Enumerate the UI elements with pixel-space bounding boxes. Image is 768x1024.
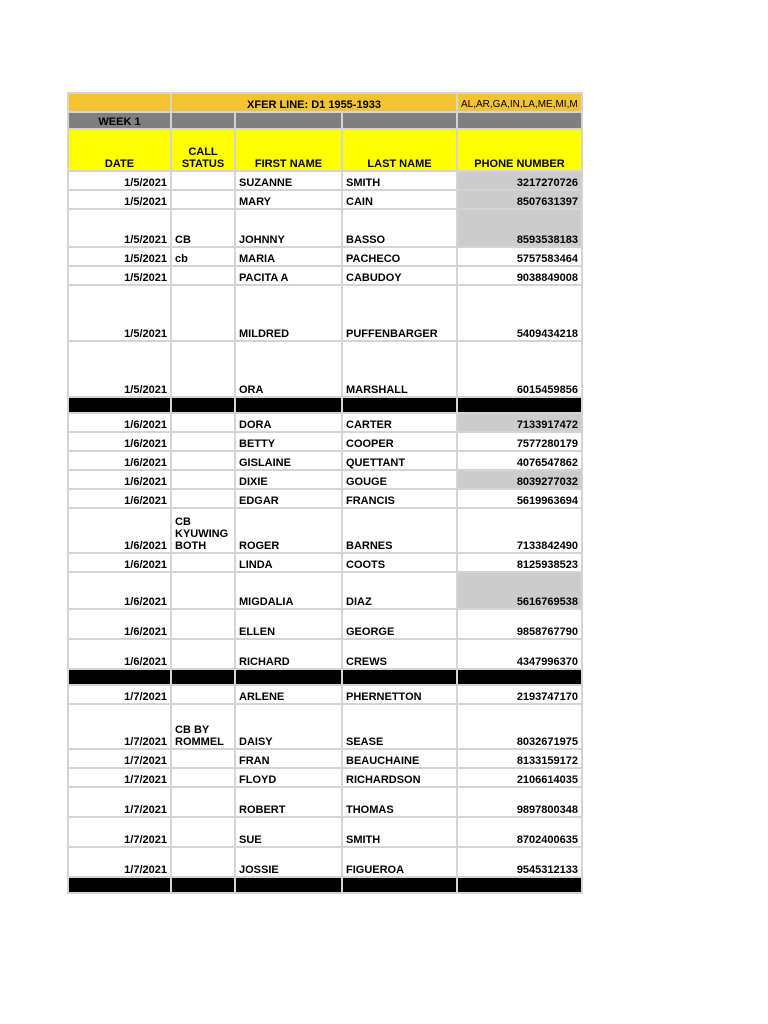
table-row xyxy=(68,470,582,489)
table-row xyxy=(68,553,582,572)
cell-phone-number[interactable]: 5619963694 xyxy=(457,489,582,508)
cell-date[interactable]: 1/7/2021 xyxy=(68,749,171,768)
cell-call-status[interactable]: CB BY ROMMEL xyxy=(171,704,235,749)
cell-date[interactable]: 1/5/2021 xyxy=(68,190,171,209)
cell-date[interactable]: 1/6/2021 xyxy=(68,489,171,508)
cell-last-name[interactable]: CAIN xyxy=(342,190,457,209)
cell-phone-number[interactable]: 8032671975 xyxy=(457,704,582,749)
cell-call-status[interactable] xyxy=(171,768,235,787)
separator-cell[interactable] xyxy=(68,877,171,893)
table-row xyxy=(68,266,582,285)
cell-call-status[interactable] xyxy=(171,341,235,397)
cell-date[interactable]: 1/5/2021 xyxy=(68,266,171,285)
week-row xyxy=(68,112,582,129)
cell-last-name[interactable]: CARTER xyxy=(342,413,457,432)
cell-phone-number[interactable]: 5616769538 xyxy=(457,572,582,609)
cell-phone-number[interactable]: 8702400635 xyxy=(457,817,582,847)
cell-date[interactable]: 1/5/2021 xyxy=(68,209,171,247)
table-row xyxy=(68,247,582,266)
cell-date[interactable]: 1/5/2021 xyxy=(68,285,171,341)
cell-first-name[interactable]: SUZANNE xyxy=(235,171,342,190)
cell-date[interactable]: 1/6/2021 xyxy=(68,432,171,451)
cell-phone-number[interactable]: 5409434218 xyxy=(457,285,582,341)
separator-cell[interactable] xyxy=(171,877,235,893)
cell-phone-number[interactable]: 8039277032 xyxy=(457,470,582,489)
table-row xyxy=(68,572,582,609)
cell-call-status[interactable] xyxy=(171,553,235,572)
cell-first-name[interactable]: JOHNNY xyxy=(235,209,342,247)
separator-cell[interactable] xyxy=(68,669,171,685)
cell-call-status[interactable] xyxy=(171,817,235,847)
cell-phone-number[interactable]: 8133159172 xyxy=(457,749,582,768)
header-row xyxy=(68,129,582,171)
xfer-line-cell[interactable]: XFER LINE: D1 1955-1933 xyxy=(171,93,457,112)
cell-first-name[interactable]: ARLENE xyxy=(235,685,342,704)
table-row xyxy=(68,171,582,190)
separator-cell[interactable] xyxy=(342,877,457,893)
cell-first-name[interactable]: DORA xyxy=(235,413,342,432)
cell-call-status[interactable] xyxy=(171,489,235,508)
cell-first-name[interactable]: EDGAR xyxy=(235,489,342,508)
table-row xyxy=(68,451,582,470)
separator-cell[interactable] xyxy=(171,397,235,413)
cell-last-name[interactable]: BASSO xyxy=(342,209,457,247)
call-log-sheet xyxy=(67,92,583,894)
header-call-status[interactable]: CALL STATUS xyxy=(171,129,235,171)
separator-cell[interactable] xyxy=(342,669,457,685)
cell-first-name[interactable]: DAISY xyxy=(235,704,342,749)
table-row xyxy=(68,704,582,749)
cell-call-status[interactable] xyxy=(171,639,235,669)
separator-cell[interactable] xyxy=(235,877,342,893)
week-cell[interactable] xyxy=(457,112,582,129)
cell-call-status[interactable] xyxy=(171,432,235,451)
cell-last-name[interactable]: BEAUCHAINE xyxy=(342,749,457,768)
cell-first-name[interactable]: RICHARD xyxy=(235,639,342,669)
cell-first-name[interactable]: ELLEN xyxy=(235,609,342,639)
table-row xyxy=(68,489,582,508)
separator-cell[interactable] xyxy=(171,669,235,685)
table-row xyxy=(68,787,582,817)
cell-last-name[interactable]: CREWS xyxy=(342,639,457,669)
week-cell[interactable] xyxy=(342,112,457,129)
header-last-name[interactable]: LAST NAME xyxy=(342,129,457,171)
header-first-name[interactable]: FIRST NAME xyxy=(235,129,342,171)
cell-last-name[interactable]: GOUGE xyxy=(342,470,457,489)
cell-last-name[interactable]: THOMAS xyxy=(342,787,457,817)
week-label-cell[interactable]: WEEK 1 xyxy=(68,112,171,129)
cell-date[interactable]: 1/5/2021 xyxy=(68,247,171,266)
cell-call-status[interactable] xyxy=(171,685,235,704)
cell-call-status[interactable] xyxy=(171,749,235,768)
cell-call-status[interactable] xyxy=(171,572,235,609)
cell-date[interactable]: 1/6/2021 xyxy=(68,508,171,553)
header-date[interactable]: DATE xyxy=(68,129,171,171)
cell-date[interactable]: 1/7/2021 xyxy=(68,704,171,749)
cell-call-status[interactable] xyxy=(171,451,235,470)
cell-date[interactable]: 1/7/2021 xyxy=(68,768,171,787)
cell-date[interactable]: 1/6/2021 xyxy=(68,553,171,572)
table-row xyxy=(68,768,582,787)
cell-first-name[interactable]: PACITA A xyxy=(235,266,342,285)
cell-date[interactable]: 1/6/2021 xyxy=(68,413,171,432)
cell-date[interactable]: 1/7/2021 xyxy=(68,847,171,877)
cell-first-name[interactable]: LINDA xyxy=(235,553,342,572)
cell-call-status[interactable]: CB KYUWING BOTH xyxy=(171,508,235,553)
cell-first-name[interactable]: MILDRED xyxy=(235,285,342,341)
day-separator-row xyxy=(68,669,582,685)
table-row xyxy=(68,190,582,209)
cell-phone-number[interactable]: 6015459856 xyxy=(457,341,582,397)
table-row xyxy=(68,341,582,397)
cell-first-name[interactable]: DIXIE xyxy=(235,470,342,489)
cell-call-status[interactable] xyxy=(171,190,235,209)
cell-call-status[interactable]: CB xyxy=(171,209,235,247)
day-separator-row xyxy=(68,397,582,413)
separator-cell[interactable] xyxy=(457,877,582,893)
table-row xyxy=(68,413,582,432)
cell-phone-number[interactable]: 9545312133 xyxy=(457,847,582,877)
cell-last-name[interactable]: PHERNETTON xyxy=(342,685,457,704)
cell-last-name[interactable]: BARNES xyxy=(342,508,457,553)
cell-phone-number[interactable]: 3217270726 xyxy=(457,171,582,190)
separator-cell[interactable] xyxy=(68,397,171,413)
cell-call-status[interactable] xyxy=(171,470,235,489)
cell-last-name[interactable]: DIAZ xyxy=(342,572,457,609)
cell-last-name[interactable]: FIGUEROA xyxy=(342,847,457,877)
cell-call-status[interactable] xyxy=(171,847,235,877)
cell-phone-number[interactable]: 9038849008 xyxy=(457,266,582,285)
cell-phone-number[interactable]: 9858767790 xyxy=(457,609,582,639)
table-row xyxy=(68,508,582,553)
cell-phone-number[interactable]: 8507631397 xyxy=(457,190,582,209)
cell-date[interactable]: 1/5/2021 xyxy=(68,171,171,190)
cell-call-status[interactable] xyxy=(171,171,235,190)
cell-call-status[interactable] xyxy=(171,787,235,817)
separator-cell[interactable] xyxy=(457,397,582,413)
cell-first-name[interactable]: ROBERT xyxy=(235,787,342,817)
separator-cell[interactable] xyxy=(342,397,457,413)
cell-phone-number[interactable]: 8593538183 xyxy=(457,209,582,247)
cell-last-name[interactable]: RICHARDSON xyxy=(342,768,457,787)
cell-first-name[interactable]: GISLAINE xyxy=(235,451,342,470)
cell-first-name[interactable]: FRAN xyxy=(235,749,342,768)
table-row xyxy=(68,749,582,768)
cell-first-name[interactable]: ORA xyxy=(235,341,342,397)
cell-call-status[interactable] xyxy=(171,413,235,432)
cell-phone-number[interactable]: 7133842490 xyxy=(457,508,582,553)
cell-call-status[interactable] xyxy=(171,609,235,639)
cell-phone-number[interactable]: 2193747170 xyxy=(457,685,582,704)
cell-date[interactable]: 1/7/2021 xyxy=(68,817,171,847)
cell-first-name[interactable]: BETTY xyxy=(235,432,342,451)
separator-cell[interactable] xyxy=(235,669,342,685)
cell-last-name[interactable]: MARSHALL xyxy=(342,341,457,397)
cell-last-name[interactable]: SMITH xyxy=(342,817,457,847)
table-row xyxy=(68,817,582,847)
day-separator-row xyxy=(68,877,582,893)
states-cell[interactable]: AL,AR,GA,IN,LA,ME,MI,M xyxy=(457,93,582,112)
cell-first-name[interactable]: FLOYD xyxy=(235,768,342,787)
cell-date[interactable]: 1/7/2021 xyxy=(68,787,171,817)
cell-date[interactable]: 1/6/2021 xyxy=(68,572,171,609)
table-row xyxy=(68,639,582,669)
cell-first-name[interactable]: JOSSIE xyxy=(235,847,342,877)
table-row xyxy=(68,432,582,451)
table-row xyxy=(68,609,582,639)
week-cell[interactable] xyxy=(171,112,235,129)
cell-last-name[interactable]: GEORGE xyxy=(342,609,457,639)
cell-phone-number[interactable]: 8125938523 xyxy=(457,553,582,572)
sheet-body xyxy=(68,93,582,893)
cell-phone-number[interactable]: 9897800348 xyxy=(457,787,582,817)
table-row xyxy=(68,685,582,704)
cell-date[interactable]: 1/7/2021 xyxy=(68,685,171,704)
cell-phone-number[interactable]: 5757583464 xyxy=(457,247,582,266)
cell-phone-number[interactable]: 7577280179 xyxy=(457,432,582,451)
title-row xyxy=(68,93,582,112)
cell-phone-number[interactable]: 4076547862 xyxy=(457,451,582,470)
cell-last-name[interactable]: COOPER xyxy=(342,432,457,451)
cell-last-name[interactable]: CABUDOY xyxy=(342,266,457,285)
table-row xyxy=(68,285,582,341)
cell-date[interactable]: 1/6/2021 xyxy=(68,639,171,669)
cell-call-status[interactable]: cb xyxy=(171,247,235,266)
cell-first-name[interactable]: ROGER xyxy=(235,508,342,553)
cell-last-name[interactable]: SMITH xyxy=(342,171,457,190)
table-row xyxy=(68,847,582,877)
cell-phone-number[interactable]: 2106614035 xyxy=(457,768,582,787)
cell-last-name[interactable]: SEASE xyxy=(342,704,457,749)
cell-phone-number[interactable]: 7133917472 xyxy=(457,413,582,432)
cell-first-name[interactable]: SUE xyxy=(235,817,342,847)
table-row xyxy=(68,209,582,247)
cell-date[interactable]: 1/5/2021 xyxy=(68,341,171,397)
cell-last-name[interactable]: PACHECO xyxy=(342,247,457,266)
title-cell-empty[interactable] xyxy=(68,93,171,112)
header-phone-number[interactable]: PHONE NUMBER xyxy=(457,129,582,171)
cell-date[interactable]: 1/6/2021 xyxy=(68,609,171,639)
cell-phone-number[interactable]: 4347996370 xyxy=(457,639,582,669)
cell-date[interactable]: 1/6/2021 xyxy=(68,451,171,470)
cell-last-name[interactable]: COOTS xyxy=(342,553,457,572)
cell-first-name[interactable]: MARY xyxy=(235,190,342,209)
separator-cell[interactable] xyxy=(235,397,342,413)
cell-last-name[interactable]: PUFFENBARGER xyxy=(342,285,457,341)
cell-last-name[interactable]: QUETTANT xyxy=(342,451,457,470)
cell-call-status[interactable] xyxy=(171,266,235,285)
cell-last-name[interactable]: FRANCIS xyxy=(342,489,457,508)
cell-date[interactable]: 1/6/2021 xyxy=(68,470,171,489)
cell-first-name[interactable]: MARIA xyxy=(235,247,342,266)
cell-first-name[interactable]: MIGDALIA xyxy=(235,572,342,609)
separator-cell[interactable] xyxy=(457,669,582,685)
week-cell[interactable] xyxy=(235,112,342,129)
cell-call-status[interactable] xyxy=(171,285,235,341)
